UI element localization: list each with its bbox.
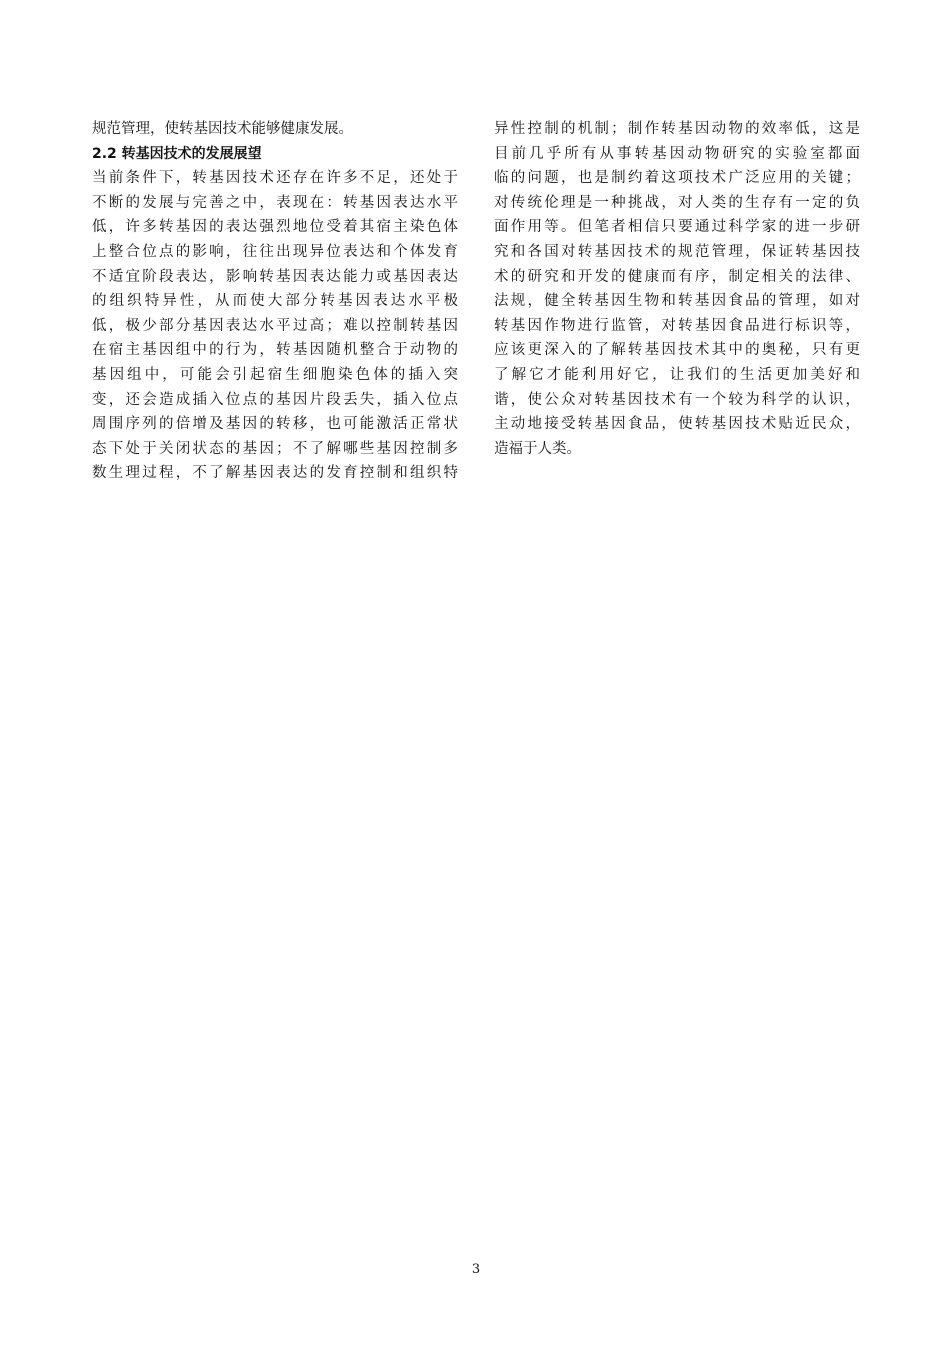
paragraph-line: 规范管理，使转基因技术能够健康发展。 bbox=[92, 121, 353, 137]
paragraph-line: 数生理过程，不了解基因表达的发育控制和组织特 bbox=[92, 465, 458, 482]
paragraph-line: 临的问题，也是制约着这项技术广泛应用的关键； bbox=[494, 170, 860, 187]
paragraph-line: 低，极少部分基因表达水平过高；难以控制转基因 bbox=[92, 317, 458, 334]
paragraph-line: 对传统伦理是一种挑战，对人类的生存有一定的负 bbox=[494, 194, 860, 211]
section-heading: 2.2 转基因技术的发展展望 bbox=[92, 145, 262, 162]
paragraph-line: 面作用等。但笔者相信只要通过科学家的进一步研 bbox=[494, 219, 860, 236]
paragraph-line: 目前几乎所有从事转基因动物研究的实验室都面 bbox=[494, 145, 860, 162]
paragraph-line: 术的研究和开发的健康而有序，制定相关的法律、 bbox=[494, 268, 860, 285]
paragraph-line: 当前条件下，转基因技术还存在许多不足，还处于 bbox=[92, 170, 458, 187]
paragraph-line: 造福于人类。 bbox=[494, 440, 581, 457]
paragraph-line: 究和各国对转基因技术的规范管理，保证转基因技 bbox=[494, 243, 860, 260]
paragraph-line: 了解它才能利用好它，让我们的生活更加美好和 bbox=[494, 366, 860, 383]
paragraph-line: 不断的发展与完善之中，表现在：转基因表达水平 bbox=[92, 194, 458, 211]
paragraph-line: 周围序列的倍增及基因的转移，也可能激活正常状 bbox=[92, 416, 458, 433]
paragraph-line: 转基因作物进行监管，对转基因食品进行标识等， bbox=[494, 317, 860, 334]
right-column bbox=[494, 117, 860, 461]
paragraph-line: 谐，使公众对转基因技术有一个较为科学的认识， bbox=[494, 391, 860, 408]
paragraph-line: 态下处于关闭状态的基因；不了解哪些基因控制多 bbox=[92, 440, 458, 457]
left-column bbox=[92, 117, 458, 486]
paragraph-line: 不适宜阶段表达，影响转基因表达能力或基因表达 bbox=[92, 268, 458, 285]
paragraph-line: 的组织特异性，从而使大部分转基因表达水平极 bbox=[92, 293, 458, 310]
paragraph-line: 应该更深入的了解转基因技术其中的奥秘，只有更 bbox=[494, 342, 860, 359]
paragraph-line: 低，许多转基因的表达强烈地位受着其宿主染色体 bbox=[92, 219, 458, 236]
paragraph-line: 异性控制的机制；制作转基因动物的效率低，这是 bbox=[494, 121, 860, 137]
paragraph-line: 法规，健全转基因生物和转基因食品的管理，如对 bbox=[494, 293, 860, 310]
paragraph-line: 在宿主基因组中的行为，转基因随机整合于动物的 bbox=[92, 342, 458, 359]
page-number: 3 bbox=[471, 1262, 481, 1277]
paragraph-line: 上整合位点的影响，往往出现异位表达和个体发育 bbox=[92, 243, 458, 260]
paragraph-line: 变，还会造成插入位点的基因片段丢失，插入位点 bbox=[92, 391, 458, 408]
paragraph-line: 基因组中，可能会引起宿生细胞染色体的插入突 bbox=[92, 366, 458, 383]
paragraph-line: 主动地接受转基因食品，使转基因技术贴近民众， bbox=[494, 416, 860, 433]
